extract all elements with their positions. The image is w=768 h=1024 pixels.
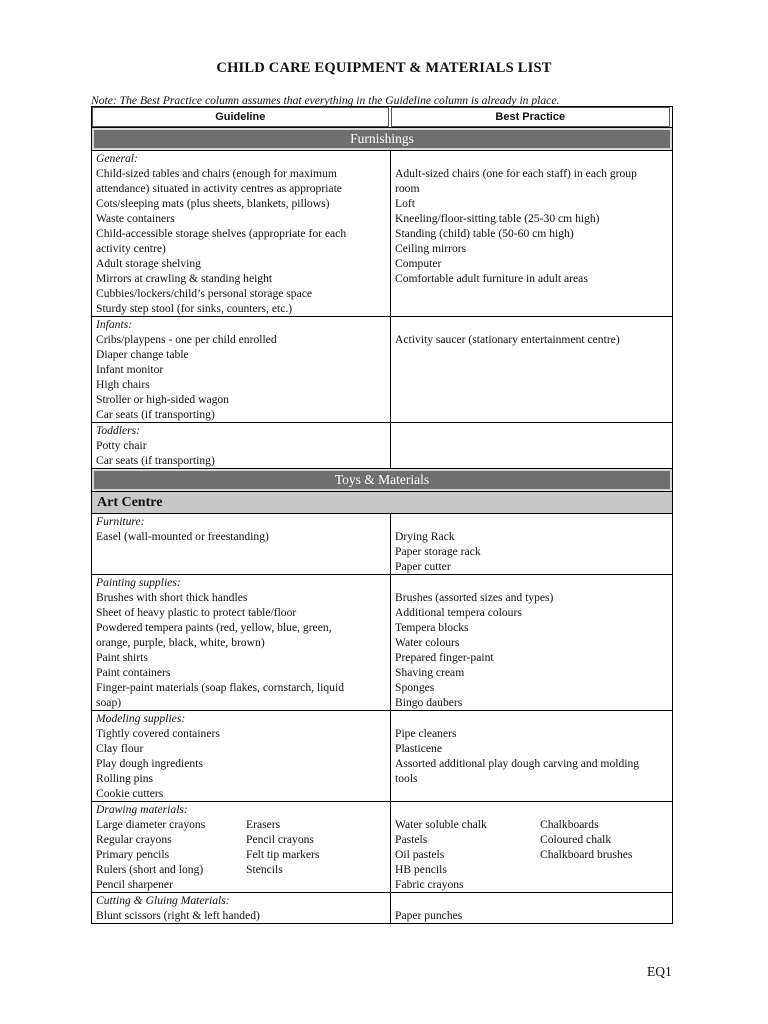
best-practice-column-header: Best Practice xyxy=(391,107,671,127)
list-item: Cribs/playpens - one per child enrolled xyxy=(96,333,277,346)
list-item: Adult-sized chairs (one for each staff) in each group xyxy=(395,167,637,180)
list-item: Potty chair xyxy=(96,439,147,452)
list-item: soap) xyxy=(96,696,122,709)
best-practice-list xyxy=(395,726,668,786)
list-item: Loft xyxy=(395,197,415,210)
category-label: Infants: xyxy=(96,318,133,331)
guideline-cell xyxy=(92,317,391,423)
best-practice-cell xyxy=(391,893,673,924)
list-item: Large diameter crayons xyxy=(96,818,206,831)
list-item: Pencil crayons xyxy=(246,833,314,846)
best-practice-list-right xyxy=(540,817,632,892)
best-practice-cell xyxy=(391,317,673,423)
best-practice-cell xyxy=(391,802,673,893)
list-item: Water colours xyxy=(395,636,460,649)
guideline-list xyxy=(96,438,386,468)
list-item: Fabric crayons xyxy=(395,878,464,891)
list-item: Tempera blocks xyxy=(395,621,469,634)
list-item: Sturdy step stool (for sinks, counters, etc.) xyxy=(96,302,293,315)
row-furniture xyxy=(92,514,673,575)
list-item: Paper punches xyxy=(395,909,463,922)
column-header-row xyxy=(92,107,673,128)
list-item: Brushes with short thick handles xyxy=(96,591,248,604)
list-item: Standing (child) table (50-60 cm high) xyxy=(395,227,574,240)
list-item: Assorted additional play dough carving and molding xyxy=(395,757,640,770)
list-item: Bingo daubers xyxy=(395,696,463,709)
list-item: Kneeling/floor-sitting table (25-30 cm high) xyxy=(395,212,600,225)
list-item: Powdered tempera paints (red, yellow, blue, green, xyxy=(96,621,332,634)
list-item: Chalkboard brushes xyxy=(540,848,633,861)
row-drawing xyxy=(92,802,673,893)
list-item: Comfortable adult furniture in adult areas xyxy=(395,272,588,285)
row-modeling xyxy=(92,711,673,802)
row-general xyxy=(92,151,673,317)
list-item: Water soluble chalk xyxy=(395,818,487,831)
list-item: Infant monitor xyxy=(96,363,164,376)
section-heading: Furnishings xyxy=(92,128,673,151)
best-practice-cell xyxy=(391,575,673,711)
row-painting xyxy=(92,575,673,711)
list-item: Pipe cleaners xyxy=(395,727,457,740)
list-item: Child-sized tables and chairs (enough for maximum xyxy=(96,167,337,180)
list-item: activity centre) xyxy=(96,242,166,255)
list-item: Mirrors at crawling & standing height xyxy=(96,272,273,285)
list-item: Primary pencils xyxy=(96,848,170,861)
list-item: Sponges xyxy=(395,681,435,694)
guideline-list xyxy=(96,166,386,316)
best-practice-list xyxy=(395,908,668,923)
guideline-cell xyxy=(92,423,391,469)
list-item: Rolling pins xyxy=(96,772,154,785)
list-item: attendance) situated in activity centres as appropriate xyxy=(96,182,342,195)
list-item: High chairs xyxy=(96,378,150,391)
list-item: Plasticene xyxy=(395,742,443,755)
list-item: Paper cutter xyxy=(395,560,451,573)
list-item: Adult storage shelving xyxy=(96,257,201,270)
best-practice-list xyxy=(395,590,668,710)
category-label: Painting supplies: xyxy=(96,576,181,589)
list-item: Child-accessible storage shelves (appropriate for each xyxy=(96,227,347,240)
best-practice-list xyxy=(395,166,668,286)
best-practice-list xyxy=(395,529,668,574)
list-item: Clay flour xyxy=(96,742,144,755)
list-item: Additional tempera colours xyxy=(395,606,522,619)
guideline-column-header: Guideline xyxy=(92,107,389,127)
list-item: Cots/sleeping mats (plus sheets, blankets, pillows) xyxy=(96,197,330,210)
guideline-list xyxy=(96,726,386,801)
guideline-cell xyxy=(92,711,391,802)
list-item: Paint containers xyxy=(96,666,171,679)
list-item: Pencil sharpener xyxy=(96,878,173,891)
guideline-cell xyxy=(92,893,391,924)
row-toddlers xyxy=(92,423,673,469)
guideline-list-right xyxy=(246,817,319,892)
list-item: HB pencils xyxy=(395,863,447,876)
best-practice-list-left xyxy=(395,817,540,892)
row-infants xyxy=(92,317,673,423)
list-item: tools xyxy=(395,772,418,785)
list-item: Diaper change table xyxy=(96,348,189,361)
best-practice-cell xyxy=(391,711,673,802)
list-item: Finger-paint materials (soap flakes, cornstarch, liquid xyxy=(96,681,344,694)
guideline-list-left xyxy=(96,817,246,892)
list-item: room xyxy=(395,182,420,195)
equipment-table xyxy=(91,106,673,924)
list-item: Cubbies/lockers/child’s personal storage space xyxy=(96,287,313,300)
subsection-heading: Art Centre xyxy=(92,492,673,514)
list-item: Erasers xyxy=(246,818,281,831)
list-item: Oil pastels xyxy=(395,848,445,861)
best-practice-list xyxy=(395,332,668,347)
list-item: Stencils xyxy=(246,863,283,876)
list-item: Paper storage rack xyxy=(395,545,481,558)
guideline-list xyxy=(96,908,386,923)
document-title: CHILD CARE EQUIPMENT & MATERIALS LIST xyxy=(216,60,552,76)
list-item: Computer xyxy=(395,257,442,270)
guideline-list xyxy=(96,529,386,544)
category-label: Cutting & Gluing Materials: xyxy=(96,894,230,907)
list-item: Activity saucer (stationary entertainment centre) xyxy=(395,333,620,346)
list-item: Car seats (if transporting) xyxy=(96,454,215,467)
list-item: Play dough ingredients xyxy=(96,757,203,770)
guideline-cell xyxy=(92,514,391,575)
category-label: Toddlers: xyxy=(96,424,141,437)
list-item: Regular crayons xyxy=(96,833,172,846)
list-item: Shaving cream xyxy=(395,666,465,679)
page-code: EQ1 xyxy=(647,964,672,979)
section-heading: Toys & Materials xyxy=(92,469,673,492)
list-item: Felt tip markers xyxy=(246,848,320,861)
list-item: Paint shirts xyxy=(96,651,148,664)
guideline-cell xyxy=(92,151,391,317)
best-practice-cell xyxy=(391,514,673,575)
category-label: Furniture: xyxy=(96,515,145,528)
list-item: Drying Rack xyxy=(395,530,455,543)
best-practice-cell xyxy=(391,423,673,469)
list-item: Coloured chalk xyxy=(540,833,612,846)
guideline-cell xyxy=(92,802,391,893)
guideline-list xyxy=(96,332,386,422)
category-label: Drawing materials: xyxy=(96,803,188,816)
guideline-cell xyxy=(92,575,391,711)
list-item: Pastels xyxy=(395,833,428,846)
section-toys-materials xyxy=(92,469,673,492)
section-furnishings xyxy=(92,128,673,151)
subsection-art-centre xyxy=(92,492,673,514)
list-item: Sheet of heavy plastic to protect table/floor xyxy=(96,606,297,619)
guideline-list xyxy=(96,590,386,710)
list-item: Easel (wall-mounted or freestanding) xyxy=(96,530,269,543)
best-practice-cell xyxy=(391,151,673,317)
category-label: General: xyxy=(96,152,138,165)
list-item: Waste containers xyxy=(96,212,175,225)
list-item: Ceiling mirrors xyxy=(395,242,467,255)
list-item: orange, purple, black, white, brown) xyxy=(96,636,265,649)
category-label: Modeling supplies: xyxy=(96,712,186,725)
list-item: Prepared finger-paint xyxy=(395,651,494,664)
list-item: Stroller or high-sided wagon xyxy=(96,393,229,406)
list-item: Blunt scissors (right & left handed) xyxy=(96,909,260,922)
note-text: Note: The Best Practice column assumes that everything in the Guideline column is already in place. xyxy=(91,94,560,107)
list-item: Rulers (short and long) xyxy=(96,863,204,876)
list-item: Cookie cutters xyxy=(96,787,164,800)
list-item: Brushes (assorted sizes and types) xyxy=(395,591,554,604)
row-cutting xyxy=(92,893,673,924)
list-item: Chalkboards xyxy=(540,818,599,831)
list-item: Car seats (if transporting) xyxy=(96,408,215,421)
list-item: Tightly covered containers xyxy=(96,727,220,740)
